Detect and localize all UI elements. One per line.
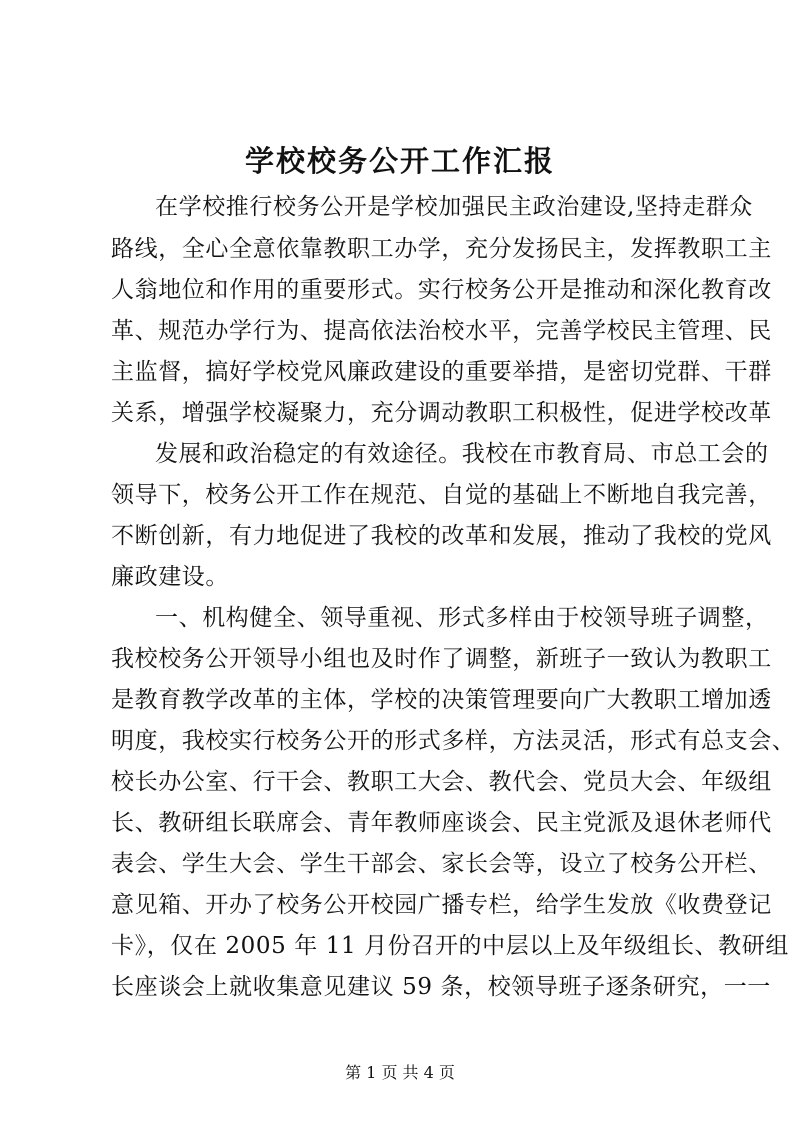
body-text-line: 廉政建设。 [111,564,229,590]
body-text-line: 主监督，搞好学校党风廉政建设的重要举措，是密切党群、干群 [111,359,772,385]
body-text-line: 人翁地位和作用的重要形式。实行校务公开是推动和深化教育改 [111,277,772,303]
body-text-line: 在学校推行校务公开是学校加强民主政治建设,坚持走群众 [155,194,753,220]
body-text-line: 发展和政治稳定的有效途径。我校在市教育局、市总工会的 [155,441,769,467]
document-title: 学校校务公开工作汇报 [244,144,555,178]
body-text-line: 明度，我校实行校务公开的形式多样，方法灵活，形式有总支会、 [111,728,796,754]
body-text-line: 是教育教学改革的主体，学校的决策管理要向广大教职工增加透 [111,687,772,713]
page-number-footer: 第 1 页 共 4 页 [345,1063,455,1082]
body-text-line: 卡》，仅在 2005 年 11 月份召开的中层以上及年级组长、教研组 [111,933,789,959]
section-heading-line: 一、机构健全、领导重视、形式多样由于校领导班子调整， [155,605,769,631]
body-text-line: 领导下，校务公开工作在规范、自觉的基础上不断地自我完善， [111,482,772,508]
body-text-line: 校长办公室、行干会、教职工大会、教代会、党员大会、年级组 [111,769,772,795]
body-text-line: 不断创新，有力地促进了我校的改革和发展，推动了我校的党风 [111,523,772,549]
body-text-line: 意见箱、开办了校务公开校园广播专栏，给学生发放《收费登记 [111,892,772,918]
body-text-line: 我校校务公开领导小组也及时作了调整，新班子一致认为教职工 [111,646,772,672]
body-text-line: 表会、学生大会、学生干部会、家长会等，设立了校务公开栏、 [111,851,772,877]
body-text-line: 路线，全心全意依靠教职工办学，充分发扬民主，发挥教职工主 [111,236,772,262]
body-text-line: 革、规范办学行为、提高依法治校水平，完善学校民主管理、民 [111,318,772,344]
body-text-line: 关系，增强学校凝聚力，充分调动教职工积极性，促进学校改革 [111,400,772,426]
body-text-line: 长、教研组长联席会、青年教师座谈会、民主党派及退休老师代 [111,810,772,836]
body-text-line: 长座谈会上就收集意见建议 59 条，校领导班子逐条研究，一一 [111,974,771,1000]
